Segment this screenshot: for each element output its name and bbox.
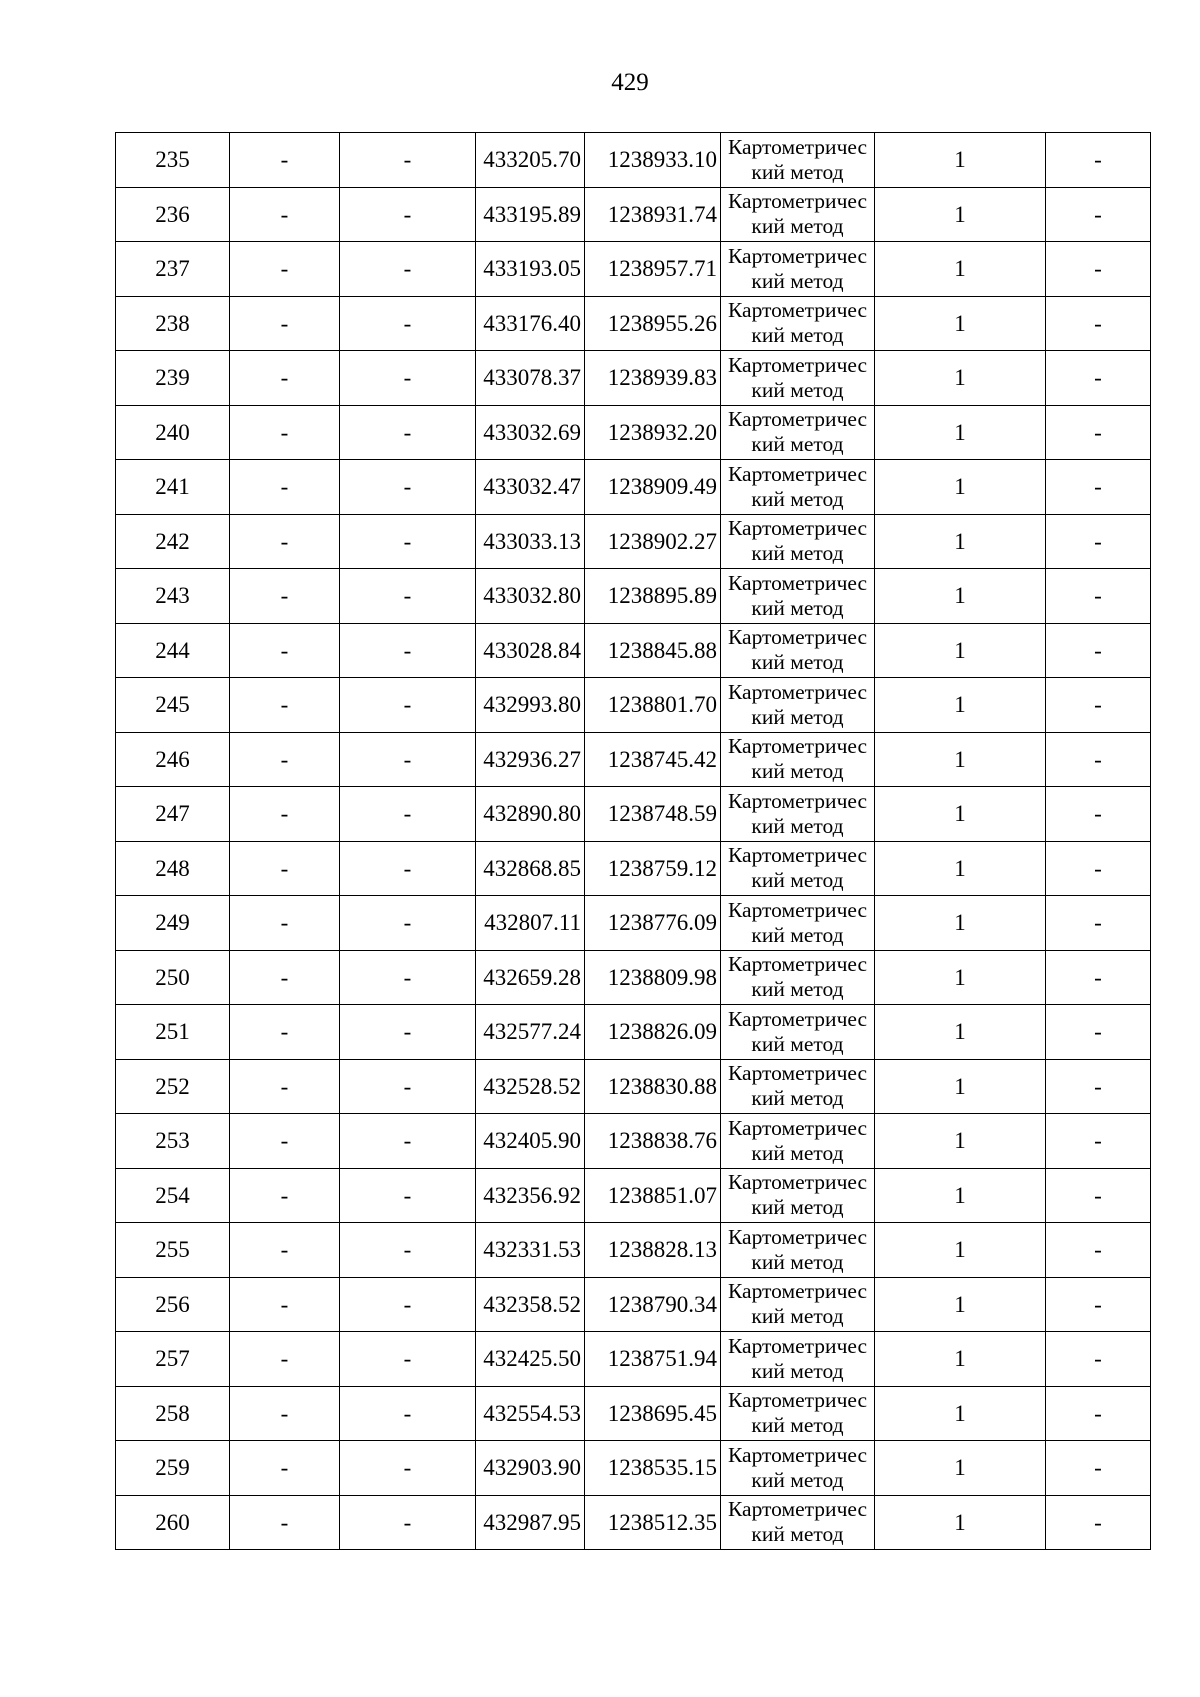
coordinate-y-cell: 1238933.10: [585, 133, 721, 188]
empty-cell: -: [340, 296, 476, 351]
coordinate-y-cell: 1238845.88: [585, 623, 721, 678]
empty-cell: -: [340, 514, 476, 569]
coordinate-y-cell: 1238838.76: [585, 1114, 721, 1169]
point-number-cell: 248: [116, 841, 230, 896]
coordinate-x-cell: 432993.80: [476, 678, 585, 733]
empty-cell: -: [230, 405, 340, 460]
method-cell: Картометрический метод: [721, 1495, 875, 1550]
point-number-cell: 257: [116, 1332, 230, 1387]
method-cell: Картометрический метод: [721, 187, 875, 242]
method-cell: Картометрический метод: [721, 1386, 875, 1441]
note-cell: -: [1046, 950, 1151, 1005]
point-number-cell: 241: [116, 460, 230, 515]
table-row: [116, 1495, 1151, 1550]
coordinate-x-cell: 433195.89: [476, 187, 585, 242]
accuracy-cell: 1: [875, 569, 1046, 624]
accuracy-cell: 1: [875, 678, 1046, 733]
coordinates-table-body: [116, 133, 1151, 1550]
coordinate-y-cell: 1238751.94: [585, 1332, 721, 1387]
empty-cell: -: [230, 841, 340, 896]
method-cell: Картометрический метод: [721, 1441, 875, 1496]
coordinate-y-cell: 1238830.88: [585, 1059, 721, 1114]
method-cell: Картометрический метод: [721, 133, 875, 188]
empty-cell: -: [230, 569, 340, 624]
method-cell: Картометрический метод: [721, 787, 875, 842]
empty-cell: -: [340, 1441, 476, 1496]
empty-cell: -: [340, 950, 476, 1005]
coordinate-y-cell: 1238895.89: [585, 569, 721, 624]
coordinate-y-cell: 1238512.35: [585, 1495, 721, 1550]
table-row: [116, 1059, 1151, 1114]
method-cell: Картометрический метод: [721, 623, 875, 678]
table-row: [116, 569, 1151, 624]
empty-cell: -: [340, 732, 476, 787]
empty-cell: -: [230, 460, 340, 515]
page-number: 429: [611, 69, 649, 96]
coordinate-y-cell: 1238931.74: [585, 187, 721, 242]
table-row: [116, 133, 1151, 188]
coordinate-x-cell: 432331.53: [476, 1223, 585, 1278]
empty-cell: -: [340, 405, 476, 460]
coordinate-x-cell: 432903.90: [476, 1441, 585, 1496]
table-row: [116, 514, 1151, 569]
note-cell: -: [1046, 1332, 1151, 1387]
accuracy-cell: 1: [875, 242, 1046, 297]
coordinate-x-cell: 432356.92: [476, 1168, 585, 1223]
coordinate-y-cell: 1238902.27: [585, 514, 721, 569]
note-cell: -: [1046, 242, 1151, 297]
empty-cell: -: [340, 623, 476, 678]
point-number-cell: 244: [116, 623, 230, 678]
note-cell: -: [1046, 133, 1151, 188]
empty-cell: -: [230, 187, 340, 242]
empty-cell: -: [340, 1277, 476, 1332]
method-cell: Картометрический метод: [721, 569, 875, 624]
coordinate-y-cell: 1238759.12: [585, 841, 721, 896]
coordinate-y-cell: 1238776.09: [585, 896, 721, 951]
accuracy-cell: 1: [875, 1114, 1046, 1169]
empty-cell: -: [230, 1332, 340, 1387]
accuracy-cell: 1: [875, 514, 1046, 569]
note-cell: -: [1046, 1005, 1151, 1060]
point-number-cell: 240: [116, 405, 230, 460]
note-cell: -: [1046, 405, 1151, 460]
note-cell: -: [1046, 1495, 1151, 1550]
note-cell: -: [1046, 1223, 1151, 1278]
note-cell: -: [1046, 514, 1151, 569]
method-cell: Картометрический метод: [721, 351, 875, 406]
method-cell: Картометрический метод: [721, 242, 875, 297]
table-row: [116, 787, 1151, 842]
accuracy-cell: 1: [875, 732, 1046, 787]
coordinate-x-cell: 433032.69: [476, 405, 585, 460]
empty-cell: -: [230, 1168, 340, 1223]
accuracy-cell: 1: [875, 623, 1046, 678]
table-row: [116, 296, 1151, 351]
table-row: [116, 351, 1151, 406]
coordinate-x-cell: 433028.84: [476, 623, 585, 678]
empty-cell: -: [340, 351, 476, 406]
empty-cell: -: [340, 1223, 476, 1278]
accuracy-cell: 1: [875, 351, 1046, 406]
accuracy-cell: 1: [875, 187, 1046, 242]
empty-cell: -: [230, 1114, 340, 1169]
method-cell: Картометрический метод: [721, 1223, 875, 1278]
table-row: [116, 1386, 1151, 1441]
coordinate-x-cell: 433032.80: [476, 569, 585, 624]
empty-cell: -: [230, 514, 340, 569]
empty-cell: -: [230, 1495, 340, 1550]
coordinate-x-cell: 432890.80: [476, 787, 585, 842]
accuracy-cell: 1: [875, 1168, 1046, 1223]
empty-cell: -: [340, 1495, 476, 1550]
method-cell: Картометрический метод: [721, 296, 875, 351]
note-cell: -: [1046, 841, 1151, 896]
empty-cell: -: [340, 1059, 476, 1114]
empty-cell: -: [230, 1223, 340, 1278]
table-row: [116, 1114, 1151, 1169]
table-row: [116, 1005, 1151, 1060]
empty-cell: -: [340, 1168, 476, 1223]
coordinate-x-cell: 432405.90: [476, 1114, 585, 1169]
table-row: [116, 460, 1151, 515]
empty-cell: -: [230, 242, 340, 297]
accuracy-cell: 1: [875, 1441, 1046, 1496]
note-cell: -: [1046, 1168, 1151, 1223]
empty-cell: -: [230, 1386, 340, 1441]
coordinate-x-cell: 432528.52: [476, 1059, 585, 1114]
accuracy-cell: 1: [875, 896, 1046, 951]
accuracy-cell: 1: [875, 296, 1046, 351]
coordinate-y-cell: 1238826.09: [585, 1005, 721, 1060]
point-number-cell: 260: [116, 1495, 230, 1550]
empty-cell: -: [230, 1005, 340, 1060]
point-number-cell: 252: [116, 1059, 230, 1114]
note-cell: -: [1046, 351, 1151, 406]
coordinate-y-cell: 1238957.71: [585, 242, 721, 297]
accuracy-cell: 1: [875, 1005, 1046, 1060]
accuracy-cell: 1: [875, 841, 1046, 896]
empty-cell: -: [230, 1441, 340, 1496]
empty-cell: -: [230, 1277, 340, 1332]
table-row: [116, 1277, 1151, 1332]
coordinate-x-cell: 432554.53: [476, 1386, 585, 1441]
accuracy-cell: 1: [875, 460, 1046, 515]
coordinate-x-cell: 433205.70: [476, 133, 585, 188]
coordinate-x-cell: 432425.50: [476, 1332, 585, 1387]
point-number-cell: 247: [116, 787, 230, 842]
point-number-cell: 246: [116, 732, 230, 787]
accuracy-cell: 1: [875, 1223, 1046, 1278]
table-row: [116, 678, 1151, 733]
table-row: [116, 950, 1151, 1005]
accuracy-cell: 1: [875, 1332, 1046, 1387]
table-row: [116, 896, 1151, 951]
point-number-cell: 254: [116, 1168, 230, 1223]
coordinate-y-cell: 1238790.34: [585, 1277, 721, 1332]
note-cell: -: [1046, 1386, 1151, 1441]
coordinate-x-cell: 433176.40: [476, 296, 585, 351]
point-number-cell: 250: [116, 950, 230, 1005]
point-number-cell: 238: [116, 296, 230, 351]
coordinate-x-cell: 432936.27: [476, 732, 585, 787]
note-cell: -: [1046, 460, 1151, 515]
coordinate-y-cell: 1238851.07: [585, 1168, 721, 1223]
coordinate-y-cell: 1238535.15: [585, 1441, 721, 1496]
coordinate-x-cell: 432659.28: [476, 950, 585, 1005]
empty-cell: -: [340, 896, 476, 951]
empty-cell: -: [340, 133, 476, 188]
note-cell: -: [1046, 569, 1151, 624]
method-cell: Картометрический метод: [721, 678, 875, 733]
coordinate-y-cell: 1238695.45: [585, 1386, 721, 1441]
point-number-cell: 236: [116, 187, 230, 242]
method-cell: Картометрический метод: [721, 896, 875, 951]
coordinate-x-cell: 432577.24: [476, 1005, 585, 1060]
accuracy-cell: 1: [875, 1059, 1046, 1114]
empty-cell: -: [230, 1059, 340, 1114]
table-row: [116, 732, 1151, 787]
empty-cell: -: [340, 1005, 476, 1060]
coordinate-x-cell: 433193.05: [476, 242, 585, 297]
empty-cell: -: [340, 841, 476, 896]
method-cell: Картометрический метод: [721, 1059, 875, 1114]
coordinate-x-cell: 432358.52: [476, 1277, 585, 1332]
note-cell: -: [1046, 787, 1151, 842]
method-cell: Картометрический метод: [721, 460, 875, 515]
empty-cell: -: [230, 950, 340, 1005]
accuracy-cell: 1: [875, 1495, 1046, 1550]
coordinate-x-cell: 432987.95: [476, 1495, 585, 1550]
point-number-cell: 258: [116, 1386, 230, 1441]
table-row: [116, 405, 1151, 460]
note-cell: -: [1046, 896, 1151, 951]
empty-cell: -: [340, 569, 476, 624]
empty-cell: -: [230, 351, 340, 406]
note-cell: -: [1046, 678, 1151, 733]
table-row: [116, 1168, 1151, 1223]
table-row: [116, 1332, 1151, 1387]
empty-cell: -: [340, 787, 476, 842]
accuracy-cell: 1: [875, 133, 1046, 188]
table-row: [116, 623, 1151, 678]
accuracy-cell: 1: [875, 1386, 1046, 1441]
point-number-cell: 256: [116, 1277, 230, 1332]
method-cell: Картометрический метод: [721, 841, 875, 896]
method-cell: Картометрический метод: [721, 405, 875, 460]
coordinates-table: [115, 132, 1151, 1550]
coordinate-y-cell: 1238939.83: [585, 351, 721, 406]
empty-cell: -: [340, 1332, 476, 1387]
method-cell: Картометрический метод: [721, 732, 875, 787]
point-number-cell: 249: [116, 896, 230, 951]
coordinate-x-cell: 433033.13: [476, 514, 585, 569]
coordinate-y-cell: 1238932.20: [585, 405, 721, 460]
point-number-cell: 259: [116, 1441, 230, 1496]
table-row: [116, 841, 1151, 896]
coordinate-x-cell: 432868.85: [476, 841, 585, 896]
coordinate-y-cell: 1238801.70: [585, 678, 721, 733]
accuracy-cell: 1: [875, 405, 1046, 460]
accuracy-cell: 1: [875, 787, 1046, 842]
coordinate-y-cell: 1238748.59: [585, 787, 721, 842]
note-cell: -: [1046, 296, 1151, 351]
coordinate-y-cell: 1238745.42: [585, 732, 721, 787]
note-cell: -: [1046, 732, 1151, 787]
coordinate-x-cell: 433078.37: [476, 351, 585, 406]
table-row: [116, 1223, 1151, 1278]
empty-cell: -: [230, 623, 340, 678]
point-number-cell: 245: [116, 678, 230, 733]
point-number-cell: 253: [116, 1114, 230, 1169]
accuracy-cell: 1: [875, 950, 1046, 1005]
method-cell: Картометрический метод: [721, 1168, 875, 1223]
empty-cell: -: [230, 678, 340, 733]
empty-cell: -: [340, 1114, 476, 1169]
empty-cell: -: [340, 242, 476, 297]
note-cell: -: [1046, 187, 1151, 242]
table-row: [116, 187, 1151, 242]
method-cell: Картометрический метод: [721, 1114, 875, 1169]
coordinate-y-cell: 1238828.13: [585, 1223, 721, 1278]
empty-cell: -: [340, 460, 476, 515]
empty-cell: -: [340, 1386, 476, 1441]
table-row: [116, 242, 1151, 297]
coordinate-y-cell: 1238955.26: [585, 296, 721, 351]
note-cell: -: [1046, 1441, 1151, 1496]
coordinate-x-cell: 432807.11: [476, 896, 585, 951]
note-cell: -: [1046, 1114, 1151, 1169]
empty-cell: -: [230, 896, 340, 951]
coordinate-y-cell: 1238809.98: [585, 950, 721, 1005]
accuracy-cell: 1: [875, 1277, 1046, 1332]
empty-cell: -: [230, 732, 340, 787]
method-cell: Картометрический метод: [721, 1277, 875, 1332]
method-cell: Картометрический метод: [721, 1332, 875, 1387]
empty-cell: -: [230, 787, 340, 842]
point-number-cell: 239: [116, 351, 230, 406]
method-cell: Картометрический метод: [721, 514, 875, 569]
coordinate-x-cell: 433032.47: [476, 460, 585, 515]
coordinate-y-cell: 1238909.49: [585, 460, 721, 515]
point-number-cell: 242: [116, 514, 230, 569]
point-number-cell: 237: [116, 242, 230, 297]
note-cell: -: [1046, 1059, 1151, 1114]
note-cell: -: [1046, 1277, 1151, 1332]
empty-cell: -: [340, 187, 476, 242]
note-cell: -: [1046, 623, 1151, 678]
empty-cell: -: [340, 678, 476, 733]
point-number-cell: 235: [116, 133, 230, 188]
point-number-cell: 255: [116, 1223, 230, 1278]
point-number-cell: 243: [116, 569, 230, 624]
empty-cell: -: [230, 296, 340, 351]
point-number-cell: 251: [116, 1005, 230, 1060]
method-cell: Картометрический метод: [721, 1005, 875, 1060]
table-row: [116, 1441, 1151, 1496]
empty-cell: -: [230, 133, 340, 188]
method-cell: Картометрический метод: [721, 950, 875, 1005]
